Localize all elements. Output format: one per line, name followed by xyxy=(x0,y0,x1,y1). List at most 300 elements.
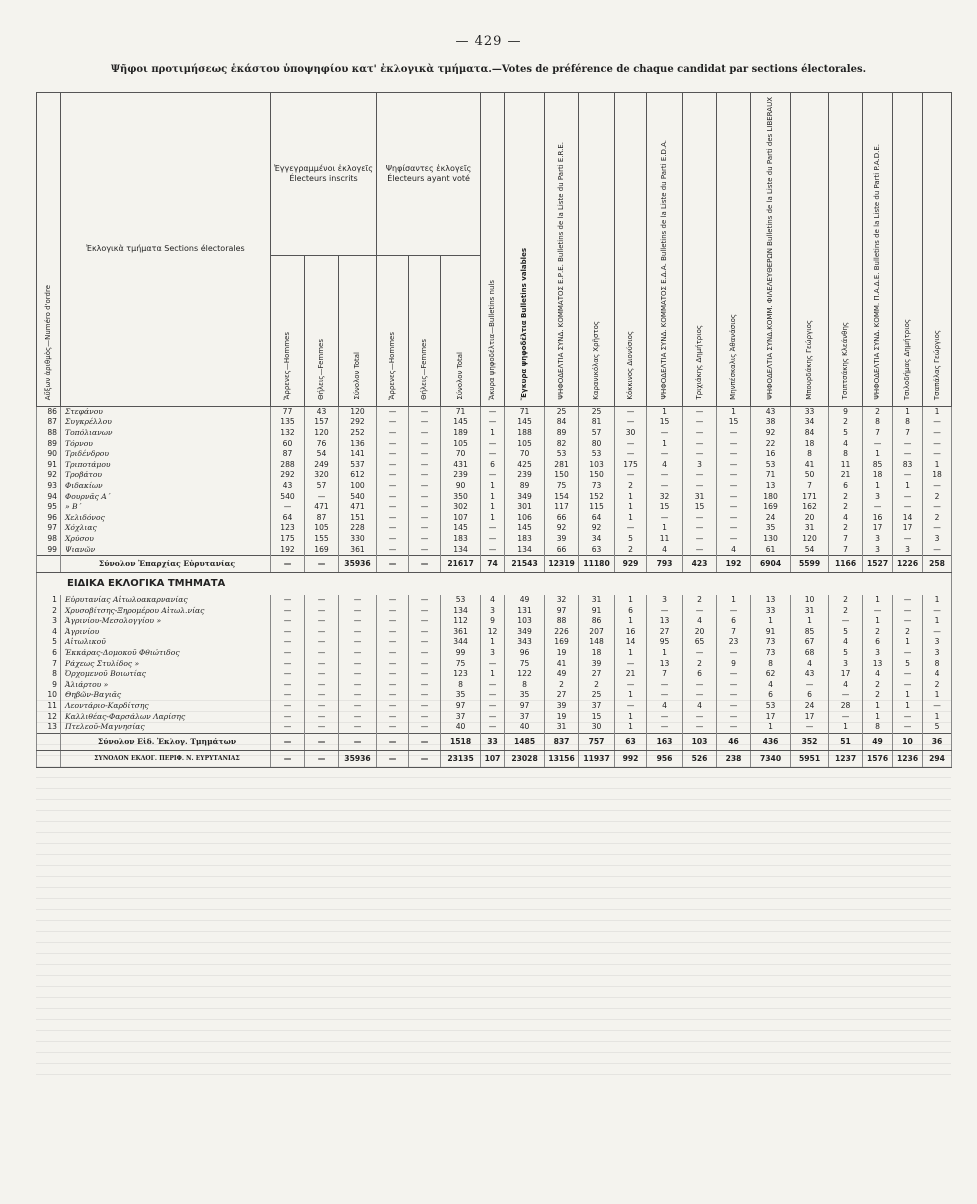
cell-value: 1 xyxy=(923,460,952,471)
cell-value: 105 xyxy=(441,439,481,450)
cell-value: 25 xyxy=(579,406,615,417)
row-number: 1 xyxy=(37,595,61,606)
cell-value: — xyxy=(271,733,305,750)
cell-value: 2 xyxy=(863,680,893,691)
cell-value: 3 xyxy=(923,637,952,648)
cell-value: 30 xyxy=(579,722,615,733)
cell-value: 431 xyxy=(441,460,481,471)
cell-value: 18 xyxy=(791,439,829,450)
cell-value: 106 xyxy=(505,513,545,524)
cell-value: 4 xyxy=(829,680,863,691)
cell-value: 1 xyxy=(615,648,647,659)
section-name: » Β΄ xyxy=(61,502,271,513)
cell-value: 20 xyxy=(683,627,717,638)
cell-value: — xyxy=(377,534,409,545)
cell-value: 35 xyxy=(441,690,481,701)
cell-value: 35 xyxy=(751,523,791,534)
cell-value: — xyxy=(647,606,683,617)
cell-value: 136 xyxy=(339,439,377,450)
section-name: Σύνολον Εἰδ. Ἐκλογ. Τμημάτων xyxy=(61,733,271,750)
cell-value: 281 xyxy=(545,460,579,471)
cell-value: — xyxy=(271,616,305,627)
cell-value: — xyxy=(481,406,505,417)
cell-value: 11 xyxy=(647,534,683,545)
row-number: 87 xyxy=(37,417,61,428)
cell-value: 16 xyxy=(863,513,893,524)
cell-value: — xyxy=(339,701,377,712)
cell-value: 16 xyxy=(751,449,791,460)
row-number: 97 xyxy=(37,523,61,534)
cell-value: — xyxy=(409,659,441,670)
cell-value: 2 xyxy=(683,659,717,670)
cell-value: 188 xyxy=(505,428,545,439)
cell-value: 3 xyxy=(829,659,863,670)
cell-value: — xyxy=(683,439,717,450)
cell-value: — xyxy=(683,449,717,460)
header-liberals: ΨΗΦΟΔΕΛΤΙΑ ΣΥΝΔ.ΚΟΜΜ. ΦΙΛΕΛΕΥΘΕΡΩΝ Bulletins de la Liste du Parti des LIBERAUX xyxy=(751,93,791,407)
cell-value: — xyxy=(717,513,751,524)
section-name: Χόχλιας xyxy=(61,523,271,534)
cell-value: 120 xyxy=(339,406,377,417)
cell-value: — xyxy=(339,616,377,627)
cell-value: 1 xyxy=(893,406,923,417)
row-number xyxy=(37,556,61,573)
row-number: 4 xyxy=(37,627,61,638)
table-body xyxy=(37,406,952,767)
cell-value: — xyxy=(271,637,305,648)
cell-value: — xyxy=(647,690,683,701)
header-voted: Ψηφίσαντες ἐκλογεῖς Électeurs ayant voté xyxy=(377,93,481,256)
cell-value: 87 xyxy=(271,449,305,460)
cell-value: 1 xyxy=(615,513,647,524)
cell-value: — xyxy=(615,417,647,428)
cell-value: 15 xyxy=(579,712,615,723)
cell-value: — xyxy=(409,460,441,471)
header-candidate-3: Τριχιάκης Δημήτριος xyxy=(683,93,717,407)
cell-value: 1 xyxy=(615,722,647,733)
cell-value: 183 xyxy=(441,534,481,545)
table-row xyxy=(37,648,952,659)
header-null: Ἄκυρα ψηφοδέλτια—Bulletins nuls xyxy=(481,93,505,407)
cell-value: 425 xyxy=(505,460,545,471)
cell-value: 46 xyxy=(717,733,751,750)
cell-value: — xyxy=(717,680,751,691)
cell-value: — xyxy=(409,680,441,691)
cell-value: — xyxy=(683,523,717,534)
cell-value: 7 xyxy=(893,428,923,439)
cell-value: — xyxy=(339,722,377,733)
cell-value: — xyxy=(305,595,339,606)
cell-value: 39 xyxy=(545,701,579,712)
cell-value: — xyxy=(377,733,409,750)
cell-value: 130 xyxy=(751,534,791,545)
cell-value: 169 xyxy=(305,545,339,556)
cell-value: — xyxy=(923,428,952,439)
cell-value: 4 xyxy=(481,595,505,606)
cell-value: 2 xyxy=(863,690,893,701)
section-name: Ἀλιάρτου » xyxy=(61,680,271,691)
cell-value: — xyxy=(377,701,409,712)
cell-value: 1 xyxy=(863,616,893,627)
cell-value: — xyxy=(923,701,952,712)
cell-value: — xyxy=(893,470,923,481)
cell-value: — xyxy=(615,470,647,481)
cell-value: 8 xyxy=(863,722,893,733)
cell-value: — xyxy=(863,606,893,617)
cell-value: 70 xyxy=(505,449,545,460)
cell-value: 11180 xyxy=(579,556,615,573)
section-name: Ἑκκάρας-Δομοκοῦ Φθιώτιδος xyxy=(61,648,271,659)
cell-value: 238 xyxy=(717,750,751,767)
table-row xyxy=(37,449,952,460)
cell-value: 17 xyxy=(829,669,863,680)
cell-value: 30 xyxy=(615,428,647,439)
cell-value: — xyxy=(305,680,339,691)
cell-value: — xyxy=(893,616,923,627)
cell-value: 25 xyxy=(579,690,615,701)
cell-value: — xyxy=(305,733,339,750)
row-number: 93 xyxy=(37,481,61,492)
section-name: Φιδακίων xyxy=(61,481,271,492)
cell-value: 86 xyxy=(579,616,615,627)
cell-value: 13 xyxy=(751,481,791,492)
cell-value: 8 xyxy=(863,417,893,428)
cell-value: — xyxy=(377,556,409,573)
cell-value: — xyxy=(481,690,505,701)
cell-value: 1 xyxy=(751,722,791,733)
section-name: Αἰτωλικοῦ xyxy=(61,637,271,648)
cell-value: — xyxy=(339,606,377,617)
cell-value: 148 xyxy=(579,637,615,648)
cell-value: 7 xyxy=(791,481,829,492)
cell-value: 302 xyxy=(441,502,481,513)
cell-value: — xyxy=(893,502,923,513)
cell-value: 57 xyxy=(305,481,339,492)
row-number: 9 xyxy=(37,680,61,691)
cell-value: 3 xyxy=(481,606,505,617)
cell-value: — xyxy=(377,690,409,701)
cell-value: 6 xyxy=(615,606,647,617)
cell-value: 92 xyxy=(545,523,579,534)
cell-value: — xyxy=(409,648,441,659)
cell-value: — xyxy=(377,449,409,460)
cell-value: 3 xyxy=(647,595,683,606)
cell-value: 145 xyxy=(505,417,545,428)
cell-value: 837 xyxy=(545,733,579,750)
cell-value: — xyxy=(271,669,305,680)
cell-value: — xyxy=(305,648,339,659)
section-name: Ἀγρινίου xyxy=(61,627,271,638)
header-registered: Ἐγγεγραμμένοι ἐκλογεῖς Électeurs inscrits xyxy=(271,93,377,256)
cell-value: 123 xyxy=(441,669,481,680)
cell-value: — xyxy=(481,712,505,723)
cell-value: — xyxy=(829,712,863,723)
cell-value: — xyxy=(305,659,339,670)
cell-value: 18 xyxy=(579,648,615,659)
cell-value: — xyxy=(481,417,505,428)
cell-value: 7 xyxy=(829,534,863,545)
cell-value: — xyxy=(409,513,441,524)
cell-value: 32 xyxy=(545,595,579,606)
cell-value: — xyxy=(271,648,305,659)
cell-value: 17 xyxy=(893,523,923,534)
cell-value: 4 xyxy=(647,545,683,556)
cell-value: 97 xyxy=(505,701,545,712)
section-name: Λεοντάριο-Καρδίτσης xyxy=(61,701,271,712)
cell-value: — xyxy=(791,722,829,733)
table-row xyxy=(37,722,952,733)
cell-value: 540 xyxy=(339,492,377,503)
cell-value: 2 xyxy=(863,627,893,638)
cell-value: 37 xyxy=(579,701,615,712)
table-header xyxy=(37,93,952,407)
cell-value: 175 xyxy=(271,534,305,545)
table-row xyxy=(37,428,952,439)
cell-value: 349 xyxy=(505,492,545,503)
cell-value: 37 xyxy=(505,712,545,723)
cell-value: 73 xyxy=(579,481,615,492)
cell-value: 1 xyxy=(863,595,893,606)
cell-value: 5 xyxy=(893,659,923,670)
cell-value: 14 xyxy=(615,637,647,648)
grand-total-row xyxy=(37,750,952,767)
cell-value: 5 xyxy=(829,428,863,439)
cell-value: 537 xyxy=(339,460,377,471)
section-name: Τόρνου xyxy=(61,439,271,450)
cell-value: — xyxy=(409,439,441,450)
cell-value: 239 xyxy=(441,470,481,481)
cell-value: 3 xyxy=(893,545,923,556)
cell-value: 33 xyxy=(791,406,829,417)
cell-value: 239 xyxy=(505,470,545,481)
cell-value: 1527 xyxy=(863,556,893,573)
cell-value: 103 xyxy=(683,733,717,750)
cell-value: — xyxy=(339,637,377,648)
cell-value: 75 xyxy=(441,659,481,670)
cell-value: — xyxy=(647,680,683,691)
cell-value: 97 xyxy=(441,701,481,712)
cell-value: 31 xyxy=(683,492,717,503)
row-number: 2 xyxy=(37,606,61,617)
table-row xyxy=(37,406,952,417)
cell-value: — xyxy=(683,513,717,524)
cell-value: 85 xyxy=(863,460,893,471)
cell-value: 1 xyxy=(615,616,647,627)
header-reg-total: Σύνολον Total xyxy=(339,255,377,406)
cell-value: — xyxy=(717,648,751,659)
cell-value: 1 xyxy=(863,481,893,492)
cell-value: 43 xyxy=(791,669,829,680)
cell-value: 330 xyxy=(339,534,377,545)
section-name: Χρύσου xyxy=(61,534,271,545)
cell-value: 19 xyxy=(545,712,579,723)
cell-value: — xyxy=(409,712,441,723)
header-ere: ΨΗΦΟΔΕΛΤΙΑ ΣΥΝΔ. ΚΟΜΜΑΤΟΣ Ε.Ρ.Ε. Bulletins de la Liste du Parti E.R.E. xyxy=(545,93,579,407)
cell-value: — xyxy=(305,556,339,573)
cell-value: 7 xyxy=(863,428,893,439)
cell-value: — xyxy=(271,680,305,691)
row-number: 89 xyxy=(37,439,61,450)
cell-value: — xyxy=(377,722,409,733)
cell-value: 1 xyxy=(615,712,647,723)
cell-value: 5599 xyxy=(791,556,829,573)
cell-value: — xyxy=(923,627,952,638)
cell-value: — xyxy=(863,502,893,513)
cell-value: — xyxy=(377,502,409,513)
cell-value: 2 xyxy=(923,492,952,503)
cell-value: — xyxy=(481,722,505,733)
table-row xyxy=(37,470,952,481)
cell-value: 423 xyxy=(683,556,717,573)
cell-value: 1 xyxy=(893,690,923,701)
cell-value: 64 xyxy=(579,513,615,524)
cell-value: 10 xyxy=(791,595,829,606)
cell-value: — xyxy=(377,606,409,617)
cell-value: 31 xyxy=(791,523,829,534)
cell-value: 8 xyxy=(829,449,863,460)
cell-value: — xyxy=(923,545,952,556)
cell-value: 2 xyxy=(579,680,615,691)
cell-value: — xyxy=(683,406,717,417)
cell-value: 50 xyxy=(791,470,829,481)
cell-value: — xyxy=(377,470,409,481)
cell-value: — xyxy=(481,523,505,534)
cell-value: 135 xyxy=(271,417,305,428)
header-candidate-2: Κόκκινος Διονύσιος xyxy=(615,93,647,407)
cell-value: — xyxy=(615,523,647,534)
cell-value: — xyxy=(923,523,952,534)
cell-value: 3 xyxy=(863,492,893,503)
cell-value: — xyxy=(615,439,647,450)
section-name: Τριδένδρου xyxy=(61,449,271,460)
cell-value: 154 xyxy=(545,492,579,503)
section-name: Εὐρυτανίας Αἰτωλοακαρνανίας xyxy=(61,595,271,606)
cell-value: 8 xyxy=(441,680,481,691)
cell-value: 13156 xyxy=(545,750,579,767)
cell-value: — xyxy=(377,523,409,534)
cell-value: 64 xyxy=(271,513,305,524)
cell-value: 1485 xyxy=(505,733,545,750)
cell-value: 294 xyxy=(923,750,952,767)
row-number: 5 xyxy=(37,637,61,648)
cell-value: 43 xyxy=(751,406,791,417)
cell-value: 15 xyxy=(647,417,683,428)
row-number: 94 xyxy=(37,492,61,503)
cell-value: 5951 xyxy=(791,750,829,767)
cell-value: — xyxy=(377,627,409,638)
cell-value: 24 xyxy=(791,701,829,712)
cell-value: 10 xyxy=(893,733,923,750)
cell-value: — xyxy=(377,492,409,503)
cell-value: — xyxy=(305,492,339,503)
table-row xyxy=(37,481,952,492)
header-voted-women: Θήλεις—Femmes xyxy=(409,255,441,406)
cell-value: 17 xyxy=(791,712,829,723)
cell-value: 757 xyxy=(579,733,615,750)
row-number: 7 xyxy=(37,659,61,670)
table-row xyxy=(37,534,952,545)
cell-value: 2 xyxy=(829,523,863,534)
cell-value: 49 xyxy=(505,595,545,606)
section-heading: ΕΙΔΙΚΑ ΕΚΛΟΓΙΚΑ ΤΜΗΜΑΤΑ xyxy=(37,573,952,596)
cell-value: — xyxy=(409,523,441,534)
cell-value: 207 xyxy=(579,627,615,638)
cell-value: — xyxy=(409,722,441,733)
table-row xyxy=(37,616,952,627)
cell-value: 115 xyxy=(579,502,615,513)
cell-value: 84 xyxy=(545,417,579,428)
header-candidate-6: Τσιπτσάκης Κλεάνθης xyxy=(829,93,863,407)
results-table xyxy=(36,92,952,768)
cell-value: 71 xyxy=(751,470,791,481)
cell-value: 71 xyxy=(505,406,545,417)
cell-value: 49 xyxy=(863,733,893,750)
cell-value: 350 xyxy=(441,492,481,503)
cell-value: — xyxy=(683,712,717,723)
table-row xyxy=(37,627,952,638)
cell-value: 65 xyxy=(683,637,717,648)
cell-value: — xyxy=(377,439,409,450)
cell-value: 141 xyxy=(339,449,377,460)
cell-value: — xyxy=(893,492,923,503)
cell-value: — xyxy=(305,606,339,617)
table-row xyxy=(37,417,952,428)
cell-value: 5 xyxy=(923,722,952,733)
cell-value: — xyxy=(647,722,683,733)
cell-value: 4 xyxy=(829,513,863,524)
section-name: Ὀρχομενοῦ Βοιωτίας xyxy=(61,669,271,680)
row-number: 10 xyxy=(37,690,61,701)
cell-value: — xyxy=(339,669,377,680)
cell-value: 16 xyxy=(615,627,647,638)
cell-value: 53 xyxy=(579,449,615,460)
cell-value: 3 xyxy=(923,648,952,659)
cell-value: — xyxy=(271,659,305,670)
cell-value: — xyxy=(339,733,377,750)
header-candidate-4: Μηνπέσκαλις Ἀθανάσιος xyxy=(717,93,751,407)
row-number: 6 xyxy=(37,648,61,659)
cell-value: — xyxy=(409,595,441,606)
cell-value: 61 xyxy=(751,545,791,556)
cell-value: 14 xyxy=(893,513,923,524)
cell-value: — xyxy=(893,712,923,723)
cell-value: — xyxy=(923,481,952,492)
cell-value: 4 xyxy=(717,545,751,556)
cell-value: 1 xyxy=(481,513,505,524)
cell-value: — xyxy=(409,428,441,439)
cell-value: 39 xyxy=(545,534,579,545)
cell-value: 3 xyxy=(923,534,952,545)
cell-value: 5 xyxy=(615,534,647,545)
cell-value: — xyxy=(717,502,751,513)
cell-value: 145 xyxy=(441,417,481,428)
section-name: Τοπόλιανων xyxy=(61,428,271,439)
cell-value: 40 xyxy=(505,722,545,733)
cell-value: — xyxy=(271,701,305,712)
cell-value: 62 xyxy=(751,669,791,680)
cell-value: 70 xyxy=(441,449,481,460)
cell-value: 6 xyxy=(481,460,505,471)
cell-value: 107 xyxy=(481,750,505,767)
table-row xyxy=(37,492,952,503)
cell-value: 15 xyxy=(647,502,683,513)
cell-value: 540 xyxy=(271,492,305,503)
cell-value: 27 xyxy=(579,669,615,680)
cell-value: — xyxy=(409,627,441,638)
cell-value: — xyxy=(923,417,952,428)
cell-value: 1 xyxy=(863,449,893,460)
cell-value: — xyxy=(339,595,377,606)
